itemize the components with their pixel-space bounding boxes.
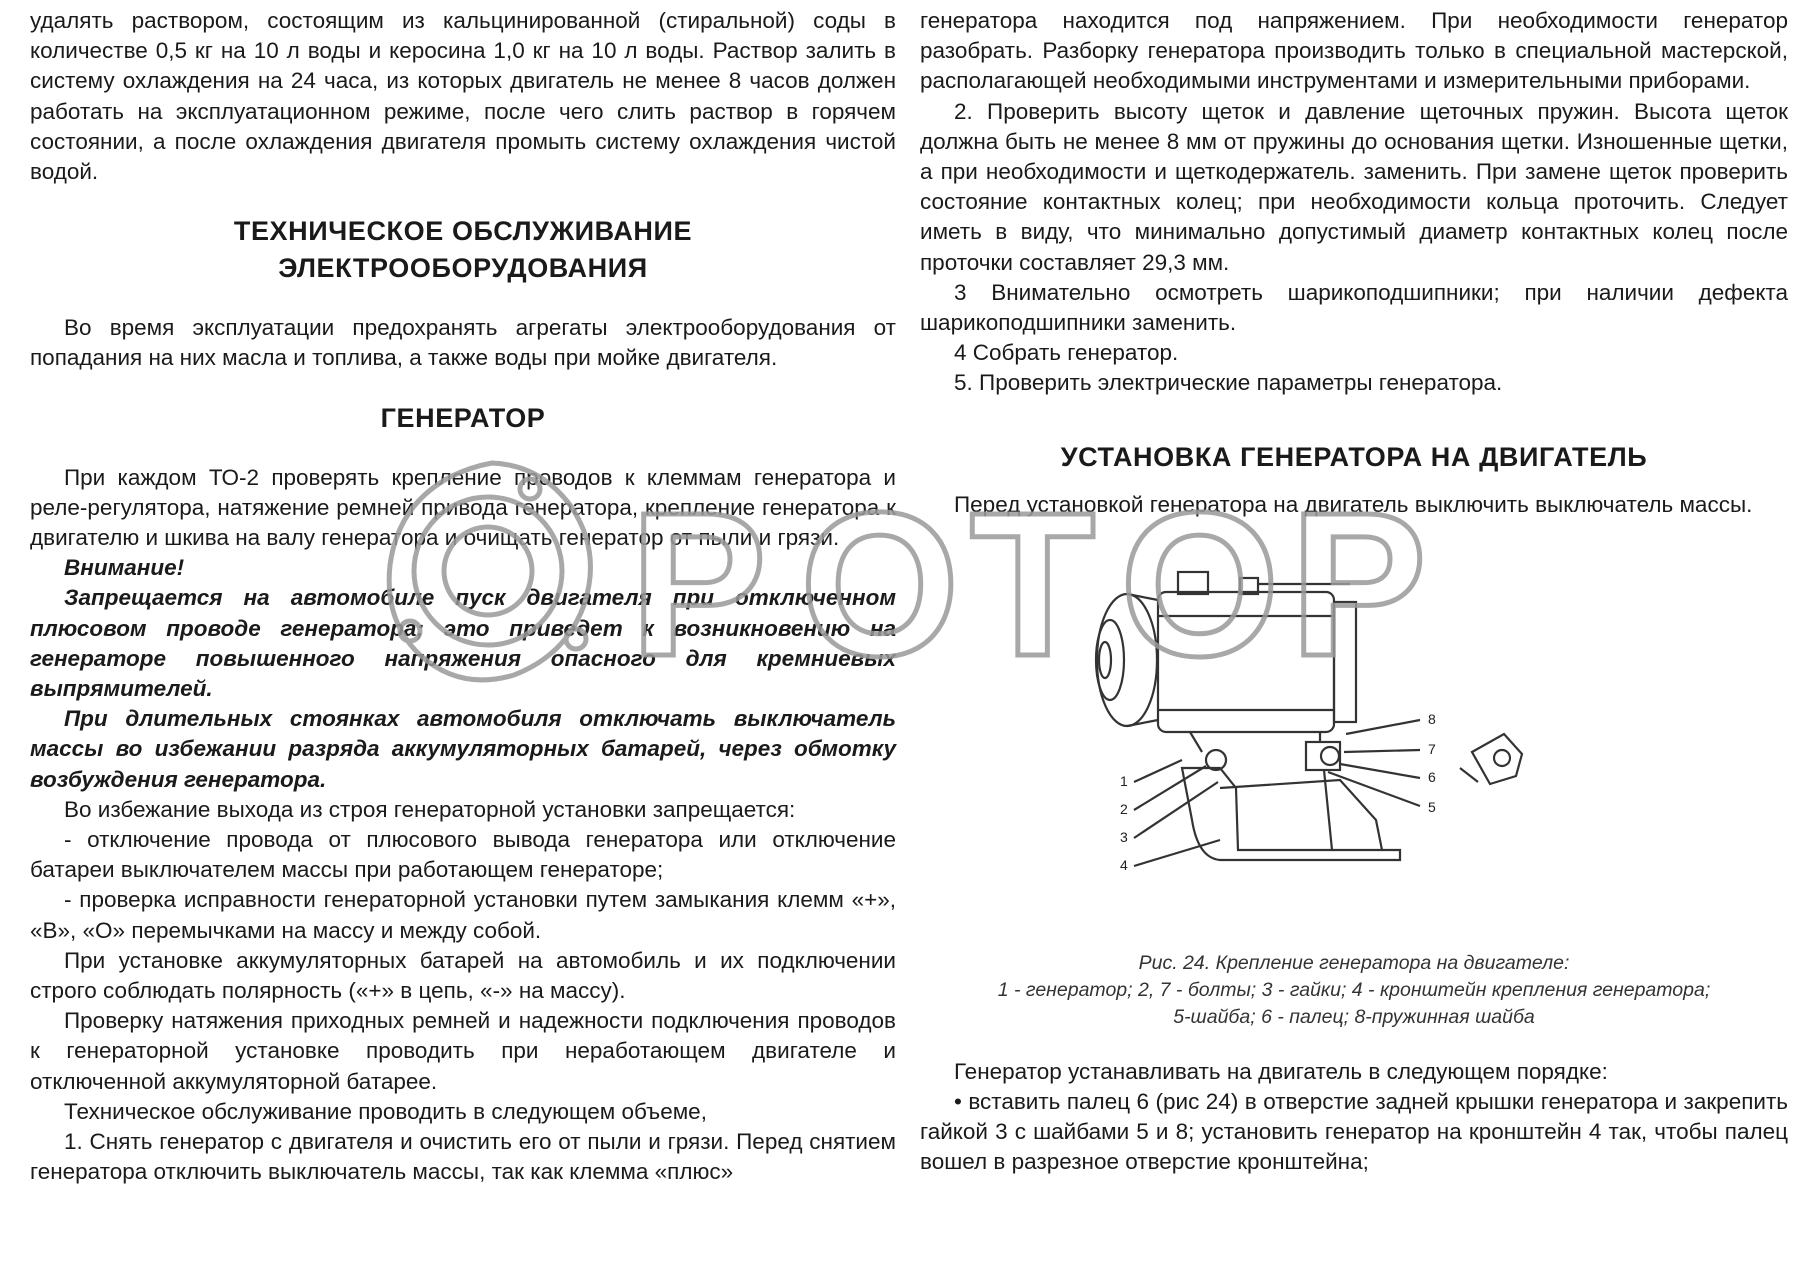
warning-paragraph-2: При длительных стоянках автомобиля отключать выключатель массы во избежании разряда аккумуляторных батарей, через обмотку возбуждения генератора. [30,706,896,792]
watermark-letter-2: О [800,470,960,685]
paragraph-step-1: 1. Снять генератор с двигателя и очистить его от пыли и грязи. Перед снятием генератора отключить выключатель массы, так как клемма «плюс» [30,1129,896,1185]
paragraph-protect: Во время эксплуатации предохранять агрегаты электрооборудования от попадания на них масла и топлива, а также воды при мойке двигателя. [30,315,896,371]
paragraph-polarity: При установке аккумуляторных батарей на автомобиль и их подключении строго соблюдать полярность («+» в цепь, «-» на массу). [30,947,896,1004]
heading-install: УСТАНОВКА ГЕНЕРАТОРА НА ДВИГАТЕЛЬ [1060,441,1648,472]
fig-label-2: 2 [1120,800,1128,817]
paragraph-order: Генератор устанавливать на двигатель в следующем порядке: [954,1058,1608,1084]
paragraph-forbid: Во избежание выхода из строя генераторной установки запрещается: [64,796,796,822]
paragraph-volume: Техническое обслуживание проводить в следующем объеме, [64,1098,707,1124]
heading-maintenance-line1: ТЕХНИЧЕСКОЕ ОБСЛУЖИВАНИЕ [233,216,693,247]
pin-6 [1321,747,1339,765]
paragraph-forbid-item-1: - отключение провода от плюсового вывода генератора или отключение батареи выключателем массы при работающем генераторе; [30,827,896,883]
pulley [1097,594,1157,726]
detail-pin [1472,734,1522,784]
fig-label-1: 1 [1120,772,1128,789]
fig-label-8: 8 [1428,710,1436,727]
watermark-letter-3: Т [970,470,1096,685]
figure-generator-mount [920,520,1788,950]
generator-mount-drawing [920,520,1788,950]
watermark-letter-1: Р [630,470,767,685]
paragraph-continuation: генератора находится под напряжением. При необходимости генератор разобрать. Разборку генератора производить только в специальной мастерской, располагающей необходимыми инструментами и измерительными приборами. [920,8,1788,94]
watermark-letter-4: О [1120,470,1280,685]
paragraph-step-2: 2. Проверить высоту щеток и давление щеточных пружин. Высота щеток должна быть не менее 8 мм от пружины до основания щетки. Изношенные щетки, а при необходимости и щеткодержатель. заменить. При замене щеток проверить состояние контактных колец; при необходимости кольца проточить. Следует иметь в виду, что минимально допустимый диаметр контактных колец после проточки составляет 29,3 мм. [920,98,1788,275]
bracket-4 [1182,768,1400,860]
left-column [30,6,896,1188]
paragraph-bullet: • вставить палец 6 (рис 24) в отверстие задней крышки генератора и закрепить гайкой 3 с шайбами 5 и 8; установить генератор на кронштейн 4 так, чтобы палец вошел в разрезное отверстие кронштейна; [920,1089,1788,1175]
rear-cover [1334,602,1356,722]
warning-paragraph-1: Запрещается на автомобиле пуск двигателя при отключенном плюсовом проводе генератора; это приведет к возникновению на генераторе повышенного напряжения опасного для кремниевых выпрямителей. [30,585,896,702]
fig-label-6: 6 [1428,768,1436,785]
caption-line-2: 1 - генератор; 2, 7 - болты; 3 - гайки; 4 - кронштейн крепления генератора; [997,978,1711,1001]
paragraph-step-3: 3 Внимательно осмотреть шарикоподшипники; при наличии дефекта шарикоподшипники заменить. [920,279,1788,336]
paragraph-step-4: 4 Собрать генератор. [954,340,1179,366]
warning-title: Внимание! [64,555,185,581]
right-column [920,6,1788,1178]
paragraph-step-5: 5. Проверить электрические параметры генератора. [954,370,1503,396]
caption-line-1: Рис. 24. Крепление генератора на двигателе: [1138,951,1570,974]
paragraph-before-install: Перед установкой генератора на двигатель выключить выключатель массы. [954,491,1753,517]
watermark-letter-5: Р [1290,470,1427,685]
fig-label-3: 3 [1120,828,1128,845]
paragraph-forbid-item-2: - проверка исправности генераторной установки путем замыкания клемм «+», «В», «О» перемычками на массу и между собой. [30,887,896,943]
fig-label-5: 5 [1428,798,1436,815]
paragraph-check: Проверку натяжения приходных ремней и надежности подключения проводов к генераторной установке проводить при неработающем двигателе и отключенной аккумуляторной батарее. [30,1008,896,1094]
heading-maintenance-line2: ЭЛЕКТРООБОРУДОВАНИЯ [278,253,648,284]
caption-line-3: 5-шайба; 6 - палец; 8-пружинная шайба [1173,1005,1535,1028]
heading-generator: ГЕНЕРАТОР [380,402,546,433]
paragraph-flush-intro: удалять раствором, состоящим из кальцинированной (стиральной) соды в количестве 0,5 кг на 10 л воды и керосина 1,0 кг на 10 л воды. Раствор залить в систему охлаждения на 24 часа, из которых двигатель не менее 8 часов должен работать на эксплуатационном режиме, после чего слить раствор в горячем состоянии, а после охлаждения двигателя промыть систему охлаждения чистой водой. [30,8,896,185]
paragraph-to2: При каждом ТО-2 проверять крепление проводов к клеммам генератора и реле-регулятора, натяжение ремней привода генератора, крепление генератора к двигателю и шкива на валу генератора и очищать генератор от пыли и грязи. [30,464,896,551]
fig-label-4: 4 [1120,856,1128,873]
fig-label-7: 7 [1428,740,1436,757]
